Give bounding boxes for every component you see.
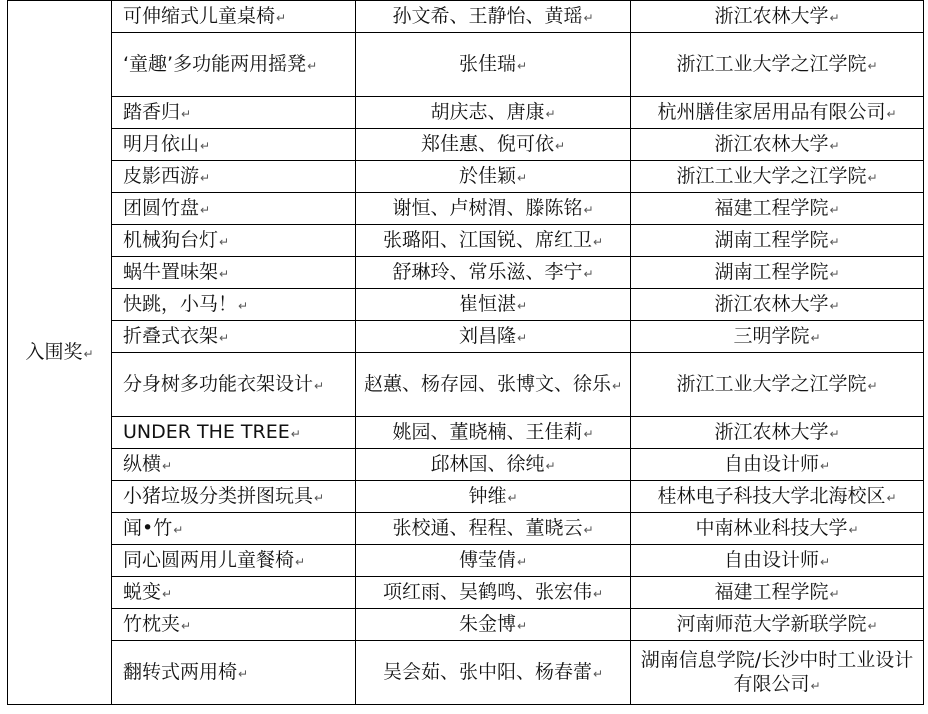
work-authors: 於佳颖 (458, 164, 516, 187)
work-name-cell (112, 449, 356, 481)
work-authors: 傅莹倩 (458, 548, 516, 571)
work-name: 明月依山 (123, 132, 200, 155)
paragraph-mark-icon: ↵ (867, 58, 878, 73)
paragraph-mark-icon: ↵ (276, 10, 287, 25)
table-row (8, 321, 924, 353)
paragraph-mark-icon: ↵ (516, 298, 528, 313)
table-row (8, 641, 924, 705)
paragraph-mark-icon: ↵ (554, 138, 566, 153)
work-authors: 邱林国、徐纯 (430, 452, 545, 475)
work-name: 蜕变 (123, 580, 162, 603)
work-name: 蜗牛置味架 (123, 260, 219, 283)
paragraph-mark-icon: ↵ (583, 522, 594, 537)
table-row (8, 97, 924, 129)
work-organization-cell (631, 257, 924, 289)
paragraph-mark-icon: ↵ (314, 490, 325, 505)
table-row (8, 1, 924, 33)
table-row (8, 609, 924, 641)
paragraph-mark-icon: ↵ (583, 10, 594, 25)
work-authors: 刘昌隆 (458, 324, 516, 347)
work-name: 踏香归 (123, 100, 181, 123)
work-name: 皮影西游 (123, 164, 200, 187)
work-organization: 福建工程学院 (714, 196, 829, 219)
work-organization: 浙江农林大学 (714, 132, 829, 155)
paragraph-mark-icon: ↵ (516, 58, 528, 73)
work-authors-cell (356, 513, 631, 545)
work-authors-cell (356, 417, 631, 449)
work-organization-cell (631, 225, 924, 257)
work-name-cell (112, 129, 356, 161)
paragraph-mark-icon: ↵ (829, 202, 840, 217)
work-name-cell (112, 161, 356, 193)
work-organization-cell (631, 641, 924, 705)
table-row (8, 193, 924, 225)
work-name-cell (112, 353, 356, 417)
work-organization-cell (631, 1, 924, 33)
work-name: 快跳，小马！ (123, 292, 238, 315)
work-name: 分身树多功能衣架设计 (123, 372, 314, 395)
work-name-cell (112, 417, 356, 449)
work-organization-cell (631, 609, 924, 641)
paragraph-mark-icon: ↵ (886, 490, 897, 505)
work-name: 竹枕夹 (123, 612, 181, 635)
paragraph-mark-icon: ↵ (516, 554, 528, 569)
paragraph-mark-icon: ↵ (848, 522, 859, 537)
work-authors: 吴会茹、张中阳、杨春蕾 (382, 660, 592, 683)
work-organization-cell (631, 289, 924, 321)
work-name: ‘童趣’多功能两用摇凳 (123, 52, 307, 75)
work-authors: 舒琳玲、常乐滋、李宁 (392, 260, 583, 283)
paragraph-mark-icon: ↵ (886, 106, 897, 121)
paragraph-mark-icon: ↵ (200, 202, 211, 217)
paragraph-mark-icon: ↵ (611, 378, 623, 393)
work-authors-cell (356, 289, 631, 321)
paragraph-mark-icon: ↵ (829, 138, 840, 153)
table-row (8, 33, 924, 97)
paragraph-mark-icon: ↵ (829, 298, 840, 313)
paragraph-mark-icon: ↵ (314, 378, 325, 393)
work-organization-cell (631, 545, 924, 577)
paragraph-mark-icon: ↵ (200, 170, 211, 185)
work-organization: 浙江农林大学 (714, 292, 829, 315)
work-organization-cell (631, 321, 924, 353)
work-organization: 三明学院 (733, 324, 810, 347)
work-authors: 姚园、董晓楠、王佳莉 (392, 420, 583, 443)
paragraph-mark-icon: ↵ (829, 426, 840, 441)
paragraph-mark-icon: ↵ (290, 426, 301, 441)
paragraph-mark-icon: ↵ (545, 458, 556, 473)
work-name-cell (112, 225, 356, 257)
work-organization: 自由设计师 (723, 452, 819, 475)
work-authors-cell (356, 97, 631, 129)
work-organization: 浙江农林大学 (714, 4, 829, 27)
work-authors: 张佳瑞 (458, 52, 516, 75)
work-organization: 湖南工程学院 (714, 228, 829, 251)
work-organization-cell (631, 97, 924, 129)
paragraph-mark-icon: ↵ (867, 170, 878, 185)
work-name-cell (112, 577, 356, 609)
table-row (8, 225, 924, 257)
paragraph-mark-icon: ↵ (219, 266, 230, 281)
table-row (8, 353, 924, 417)
table-row (8, 257, 924, 289)
work-organization: 湖南工程学院 (714, 260, 829, 283)
work-authors-cell (356, 193, 631, 225)
paragraph-mark-icon: ↵ (592, 666, 604, 681)
work-authors: 崔恒湛 (458, 292, 516, 315)
work-organization: 福建工程学院 (714, 580, 829, 603)
work-name-cell (112, 193, 356, 225)
work-authors-cell (356, 1, 631, 33)
paragraph-mark-icon: ↵ (545, 106, 556, 121)
work-name: 小猪垃圾分类拼图玩具 (123, 484, 314, 507)
paragraph-mark-icon: ↵ (819, 554, 831, 569)
work-organization: 浙江工业大学之江学院 (676, 52, 867, 75)
work-name: 闻•竹 (123, 516, 173, 539)
work-authors-cell (356, 225, 631, 257)
paragraph-mark-icon: ↵ (181, 618, 192, 633)
paragraph-mark-icon: ↵ (867, 378, 878, 393)
paragraph-mark-icon: ↵ (810, 330, 821, 345)
work-name: 可伸缩式儿童桌椅 (123, 4, 276, 27)
work-name: 纵横 (123, 452, 162, 475)
work-authors: 孙文希、王静怡、黄瑶 (392, 4, 583, 27)
work-organization-cell (631, 417, 924, 449)
paragraph-mark-icon: ↵ (516, 330, 528, 345)
work-authors: 郑佳惠、倪可依 (420, 132, 554, 155)
work-authors-cell (356, 577, 631, 609)
table-row (8, 161, 924, 193)
paragraph-mark-icon: ↵ (592, 586, 604, 601)
table-row (8, 417, 924, 449)
paragraph-mark-icon: ↵ (583, 266, 594, 281)
work-name: 团圆竹盘 (123, 196, 200, 219)
work-organization: 河南师范大学新联学院 (676, 612, 867, 635)
paragraph-mark-icon: ↵ (819, 458, 831, 473)
work-authors-cell (356, 257, 631, 289)
work-organization-cell (631, 129, 924, 161)
work-authors: 朱金博 (458, 612, 516, 635)
award-table (7, 0, 924, 705)
paragraph-mark-icon: ↵ (181, 106, 192, 121)
work-organization-cell (631, 33, 924, 97)
work-authors: 张校通、程程、董晓云 (392, 516, 583, 539)
paragraph-mark-icon: ↵ (516, 170, 528, 185)
work-authors-cell (356, 33, 631, 97)
table-row (8, 545, 924, 577)
work-organization: 浙江工业大学之江学院 (676, 372, 867, 395)
work-name: 同心圆两用儿童餐椅 (123, 548, 295, 571)
paragraph-mark-icon: ↵ (829, 10, 840, 25)
paragraph-mark-icon: ↵ (83, 346, 94, 361)
work-name: 折叠式衣架 (123, 324, 219, 347)
paragraph-mark-icon: ↵ (173, 522, 184, 537)
paragraph-mark-icon: ↵ (200, 138, 211, 153)
paragraph-mark-icon: ↵ (307, 58, 318, 73)
work-organization-cell (631, 513, 924, 545)
work-organization-cell (631, 449, 924, 481)
work-authors-cell (356, 641, 631, 705)
work-authors-cell (356, 449, 631, 481)
paragraph-mark-icon: ↵ (829, 234, 840, 249)
paragraph-mark-icon: ↵ (867, 618, 878, 633)
work-name: 机械狗台灯 (123, 228, 219, 251)
award-table-body (8, 1, 924, 705)
award-category-label: 入围奖 (25, 340, 83, 363)
paragraph-mark-icon: ↵ (583, 426, 594, 441)
work-authors-cell (356, 481, 631, 513)
paragraph-mark-icon: ↵ (238, 666, 249, 681)
work-organization: 湖南信息学院/长沙中时工业设计有限公司 (640, 648, 914, 695)
work-name-cell (112, 257, 356, 289)
table-row (8, 129, 924, 161)
work-authors-cell (356, 129, 631, 161)
work-name-cell (112, 33, 356, 97)
work-authors: 钟维 (468, 484, 507, 507)
paragraph-mark-icon: ↵ (219, 330, 230, 345)
paragraph-mark-icon: ↵ (592, 234, 604, 249)
work-authors-cell (356, 321, 631, 353)
work-authors-cell (356, 545, 631, 577)
paragraph-mark-icon: ↵ (829, 586, 840, 601)
work-authors-cell (356, 161, 631, 193)
work-name-cell (112, 321, 356, 353)
work-name-cell (112, 1, 356, 33)
work-name-cell (112, 641, 356, 705)
work-authors-cell (356, 353, 631, 417)
work-name-cell (112, 289, 356, 321)
work-organization-cell (631, 577, 924, 609)
work-authors: 胡庆志、唐康 (430, 100, 545, 123)
work-organization: 中南林业科技大学 (695, 516, 848, 539)
work-authors: 谢恒、卢树渭、滕陈铭 (392, 196, 583, 219)
paragraph-mark-icon: ↵ (219, 234, 230, 249)
paragraph-mark-icon: ↵ (295, 554, 306, 569)
work-organization: 浙江农林大学 (714, 420, 829, 443)
work-authors-cell (356, 609, 631, 641)
paragraph-mark-icon: ↵ (810, 678, 821, 693)
work-authors: 赵蕙、杨存园、张博文、徐乐 (363, 372, 611, 395)
paragraph-mark-icon: ↵ (829, 266, 840, 281)
work-name: 翻转式两用椅 (123, 660, 238, 683)
work-organization: 桂林电子科技大学北海校区 (657, 484, 886, 507)
work-organization-cell (631, 193, 924, 225)
work-authors: 项红雨、吴鹤鸣、张宏伟 (382, 580, 592, 603)
paragraph-mark-icon: ↵ (516, 618, 528, 633)
table-row (8, 481, 924, 513)
paragraph-mark-icon: ↵ (583, 202, 594, 217)
award-category-cell (8, 1, 112, 705)
work-organization-cell (631, 161, 924, 193)
work-organization: 浙江工业大学之江学院 (676, 164, 867, 187)
table-row (8, 577, 924, 609)
work-name-cell (112, 545, 356, 577)
table-row (8, 449, 924, 481)
work-organization: 杭州膳佳家居用品有限公司 (657, 100, 886, 123)
work-name-cell (112, 97, 356, 129)
table-row (8, 513, 924, 545)
work-name: UNDER THE TREE (123, 420, 290, 443)
work-name-cell (112, 513, 356, 545)
work-organization-cell (631, 481, 924, 513)
work-name-cell (112, 609, 356, 641)
table-row (8, 289, 924, 321)
paragraph-mark-icon: ↵ (162, 458, 173, 473)
work-organization-cell (631, 353, 924, 417)
work-authors: 张璐阳、江国锐、席红卫 (382, 228, 592, 251)
paragraph-mark-icon: ↵ (507, 490, 518, 505)
work-name-cell (112, 481, 356, 513)
paragraph-mark-icon: ↵ (162, 586, 173, 601)
work-organization: 自由设计师 (723, 548, 819, 571)
paragraph-mark-icon: ↵ (238, 298, 249, 313)
